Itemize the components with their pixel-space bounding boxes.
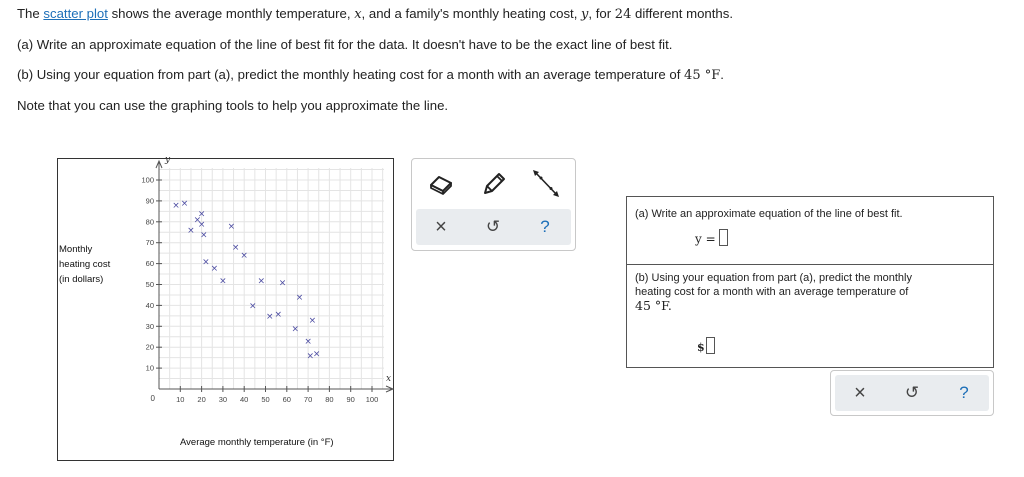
answer-panel [626,196,994,368]
graph-tools [411,158,576,251]
question-b: (b) Using your equation from part (a), predict the monthly heating cost for a month with an average temperature of 45 °F. [17,67,724,83]
y-tick-label: 50 [145,280,154,289]
x-axis-label: Average monthly temperature (in °F) [180,437,334,448]
y-tick-label: 40 [145,300,154,310]
intro-text: The scatter plot shows the average monthly temperature, x, and a family's monthly heating cost, y, for 24 different months. [17,6,733,22]
y-tick-label: 10 [145,363,154,373]
answer-divider [627,264,993,265]
scatter-point: × [257,276,266,287]
scatter-point: × [278,278,287,289]
y-axis-label: Monthly heating cost (in dollars) [59,244,111,285]
answer-undo-button[interactable]: ↺ [904,383,920,402]
scatter-point: × [197,209,206,220]
scatter-point: × [193,215,202,226]
question-a: (a) Write an approximate equation of the line of best fit for the data. It doesn't have to be the exact line of best fit. [17,37,673,52]
scatter-plot-link[interactable]: scatter plot [43,6,108,21]
y-tick-label: 100 [141,175,154,185]
x-tick-label: 20 [197,395,206,404]
line-tool[interactable] [531,169,561,199]
equation-prefix: y = [695,232,716,246]
dollar-sign: $ [697,341,705,354]
y-tick-label: 80 [145,217,154,227]
pencil-icon [481,171,507,197]
x-axis-symbol: x [386,374,392,384]
scatter-point: × [308,316,317,327]
cost-input-row [697,337,715,354]
scatter-point: × [304,336,312,347]
scatter-point: × [306,351,315,362]
cost-input[interactable] [706,337,715,354]
scatter-point: × [227,221,236,232]
y-tick-label: 90 [145,196,154,206]
line-tool-icon [531,169,561,199]
y-tick-label: 70 [145,238,154,248]
pencil-tool[interactable] [479,169,509,199]
scatter-point: × [312,349,321,360]
answer-b-prompt: (b) Using your equation from part (a), predict the monthly heating cost for a month with an average temperature of 45 °F. [635,272,912,313]
y-axis-symbol: y [165,155,171,165]
scatter-point: × [197,219,206,230]
question-b-temperature: 45 °F [684,68,721,83]
scatter-point: × [202,257,210,268]
scatter-point: × [231,242,240,253]
origin-label: 0 [150,394,155,403]
scatter-point: × [210,263,219,274]
y-tick-label: 60 [145,259,154,269]
x-tick-label: 60 [282,395,291,404]
y-tick-label: 20 [145,342,154,352]
graph-clear-button[interactable]: × [435,215,447,238]
answer-b-temperature: 45 °F. [635,298,672,313]
scatter-point: × [274,309,283,320]
graph-help-button[interactable]: ? [540,217,550,236]
x-tick-label: 50 [261,395,270,404]
note-text: Note that you can use the graphing tools to help you approximate the line. [17,98,449,113]
scatter-point: × [295,293,304,304]
eraser-tool[interactable] [426,169,456,199]
scatter-point: × [219,276,227,287]
x-tick-label: 40 [240,395,249,404]
x-tick-label: 70 [303,395,313,404]
scatter-point: × [265,311,274,322]
y-tick-label: 30 [145,321,154,331]
eraser-icon [428,173,454,195]
answer-a-prompt: (a) Write an approximate equation of the line of best fit. [635,208,903,220]
scatter-point: × [291,324,300,335]
answer-clear-button[interactable]: × [854,381,866,404]
scatter-point: × [199,230,208,241]
x-tick-label: 10 [176,395,185,404]
answer-help-button[interactable]: ? [959,383,969,402]
scatter-point: × [187,226,195,237]
answer-actions [830,370,994,416]
scatter-point: × [172,201,180,212]
graph-undo-button[interactable]: ↺ [485,217,501,236]
x-tick-label: 30 [218,395,228,404]
equation-row [695,229,728,246]
x-tick-label: 100 [365,395,379,404]
x-tick-label: 90 [346,395,355,404]
y-variable: y [581,7,589,22]
month-count: 24 [614,7,632,22]
scatter-point: × [240,251,248,262]
scatter-point: × [180,198,189,209]
x-tick-label: 80 [325,395,334,404]
equation-input[interactable] [719,229,728,246]
scatter-point: × [248,301,257,312]
x-variable: x [354,7,362,22]
